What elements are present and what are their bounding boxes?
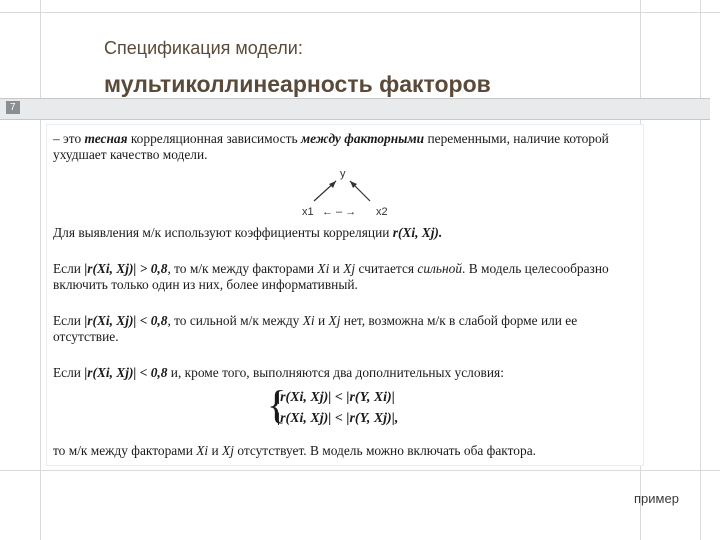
slide-number: 7 [6,101,20,114]
condition-line-1: |r(Xi, Xj)| < |r(Y, Xi)| [277,390,395,405]
conclusion-text: то м/к между факторами [53,443,193,458]
diagram-arrows [292,165,402,221]
condition-line-2: |r(Xi, Xj)| < |r(Y, Xj)| [277,411,395,426]
slide-subtitle: Спецификация модели: [104,38,303,58]
conclusion-text: отсутствует. В модель можно включать оба фактора. [237,443,536,458]
conditions-paragraph [53,365,641,381]
detection-paragraph [53,225,641,241]
content-image [46,124,644,466]
dependency-diagram [292,165,402,221]
slide-title: мультиколлинеарность факторов [104,71,491,97]
slide-title-block [104,38,491,98]
case-text: нет, возможна м/к в слабой форме или ее отсутствие. [53,313,578,345]
case-text: Если [53,261,81,276]
example-link[interactable]: пример [634,491,679,506]
condition-system [267,382,399,429]
factor-xj: Xj [222,443,234,458]
grid-line [700,0,701,540]
intro-emphasis-close: тесная [84,131,128,146]
diagram-label-x2: x2 [376,206,388,218]
case-text: и [317,313,326,328]
intro-text: корреляционная зависимость [127,131,301,146]
weak-case-paragraph [53,313,641,345]
conclusion-text: и [211,443,219,458]
case-text: , то сильной м/к между [167,313,300,328]
diagram-label-x1: x1 [302,206,314,218]
factor-xi: Xi [196,443,209,458]
case-text: . В модель целесообразно включить только один из них, более информативный. [53,261,609,293]
weak-condition-formula: |r(Xi, Xj)| < 0,8 [84,313,168,328]
grid-line [0,470,720,471]
case-text: и [332,261,340,276]
intro-text: переменными, наличие которой ухудшает качество модели. [53,131,609,163]
case-text: считается [358,261,415,276]
intro-text: – это [53,131,85,146]
conclusion-paragraph [53,443,641,459]
strong-case-paragraph [53,261,641,293]
case-text: и, кроме того, выполняются два дополнительных условия: [170,365,504,380]
diagram-label-y: y [340,168,346,180]
diagram-label-arrows: ← – → [322,206,357,218]
title-separator-band [0,98,710,120]
intro-paragraph [53,131,641,163]
factor-xi: Xi [302,313,315,328]
factor-xj: Xj [343,261,356,276]
intro-emphasis-factors: между факторными [300,131,425,146]
detection-text: Для выявления м/к используют коэффициенты корреляции [53,225,390,240]
brace-icon: { [267,382,287,427]
case-text: , то м/к между факторами [167,261,315,276]
correlation-formula: r(Xi, Xj). [392,225,443,240]
grid-line [40,0,41,540]
case-text: Если [53,313,81,328]
strong-emphasis: сильной [417,261,463,276]
condition-comma: , [394,411,399,426]
weak-condition-formula: |r(Xi, Xj)| < 0,8 [84,365,168,380]
grid-line [0,12,720,13]
factor-xj: Xj [328,313,341,328]
strong-condition-formula: |r(Xi, Xj)| > 0,8 [84,261,168,276]
factor-xi: Xi [317,261,330,276]
case-text: Если [53,365,81,380]
